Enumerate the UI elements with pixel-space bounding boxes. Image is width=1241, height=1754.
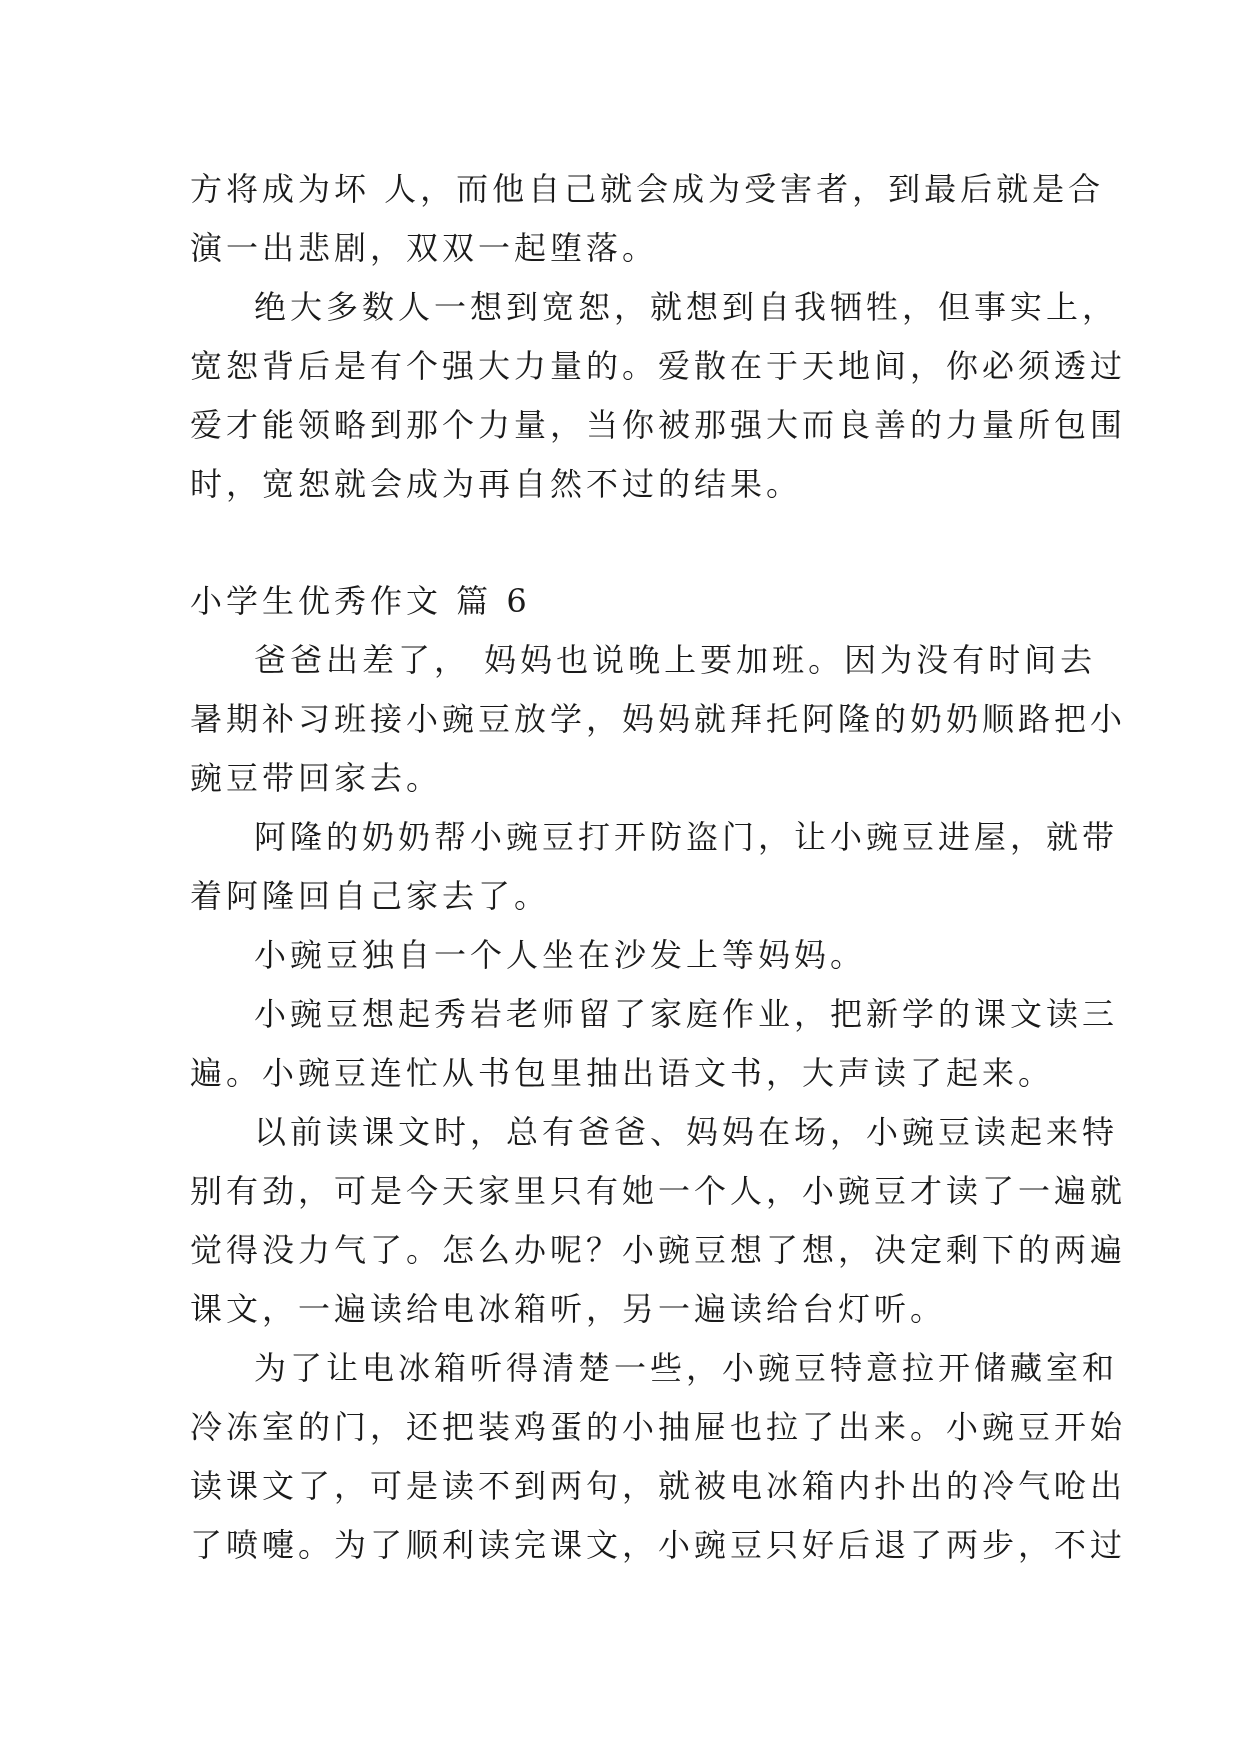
text-line: 暑期补习班接小豌豆放学，妈妈就拜托阿隆的奶奶顺路把小 bbox=[190, 700, 1127, 738]
text-line: 时，宽恕就会成为再自然不过的结果。 bbox=[190, 465, 803, 503]
text-line: 阿隆的奶奶帮小豌豆打开防盗门，让小豌豆进屋，就带 bbox=[254, 818, 1119, 856]
text-line: 着阿隆回自己家去了。 bbox=[190, 877, 551, 915]
document-page bbox=[190, 160, 1127, 1575]
text-line: 课文，一遍读给电冰箱听，另一遍读给台灯听。 bbox=[190, 1290, 947, 1328]
paragraph bbox=[190, 926, 1070, 985]
text-line: 演一出悲剧，双双一起堕落。 bbox=[190, 229, 659, 267]
text-line: 方将成为坏 人，而他自己就会成为受害者，到最后就是合 bbox=[190, 170, 1105, 208]
paragraph bbox=[190, 631, 1127, 808]
section-gap bbox=[190, 514, 1070, 572]
text-line: 豌豆带回家去。 bbox=[190, 759, 443, 797]
text-line: 以前读课文时，总有爸爸、妈妈在场，小豌豆读起来特 bbox=[254, 1113, 1119, 1151]
paragraph bbox=[190, 1339, 1127, 1575]
text-line: 宽恕背后是有个强大力量的。爱散在于天地间，你必须透过 bbox=[190, 347, 1127, 385]
paragraph bbox=[190, 1103, 1127, 1339]
paragraph bbox=[190, 808, 1119, 926]
text-line: 了喷嚏。为了顺利读完课文，小豌豆只好后退了两步，不过 bbox=[190, 1526, 1127, 1564]
text-line: 遍。小豌豆连忙从书包里抽出语文书，大声读了起来。 bbox=[190, 1054, 1055, 1092]
text-line: 绝大多数人一想到宽恕，就想到自我牺牲，但事实上， bbox=[254, 288, 1119, 326]
text-line: 冷冻室的门，还把装鸡蛋的小抽屉也拉了出来。小豌豆开始 bbox=[190, 1408, 1127, 1446]
text-line: 觉得没力气了。怎么办呢？小豌豆想了想，决定剩下的两遍 bbox=[190, 1231, 1127, 1269]
text-line: 读课文了，可是读不到两句，就被电冰箱内扑出的冷气呛出 bbox=[190, 1467, 1127, 1505]
text-line: 别有劲，可是今天家里只有她一个人，小豌豆才读了一遍就 bbox=[190, 1172, 1127, 1210]
text-line: 小豌豆想起秀岩老师留了家庭作业，把新学的课文读三 bbox=[254, 995, 1119, 1033]
text-line: 为了让电冰箱听得清楚一些，小豌豆特意拉开储藏室和 bbox=[254, 1349, 1119, 1387]
paragraph bbox=[190, 278, 1127, 514]
paragraph bbox=[190, 985, 1119, 1103]
text-line: 爱才能领略到那个力量，当你被那强大而良善的力量所包围 bbox=[190, 406, 1127, 444]
text-line: 小豌豆独自一个人坐在沙发上等妈妈。 bbox=[254, 936, 867, 974]
text-line: 爸爸出差了， 妈妈也说晚上要加班。因为没有时间去 bbox=[254, 641, 1097, 679]
section-heading: 小学生优秀作文 篇 6 bbox=[190, 582, 531, 620]
paragraph bbox=[190, 160, 1105, 278]
